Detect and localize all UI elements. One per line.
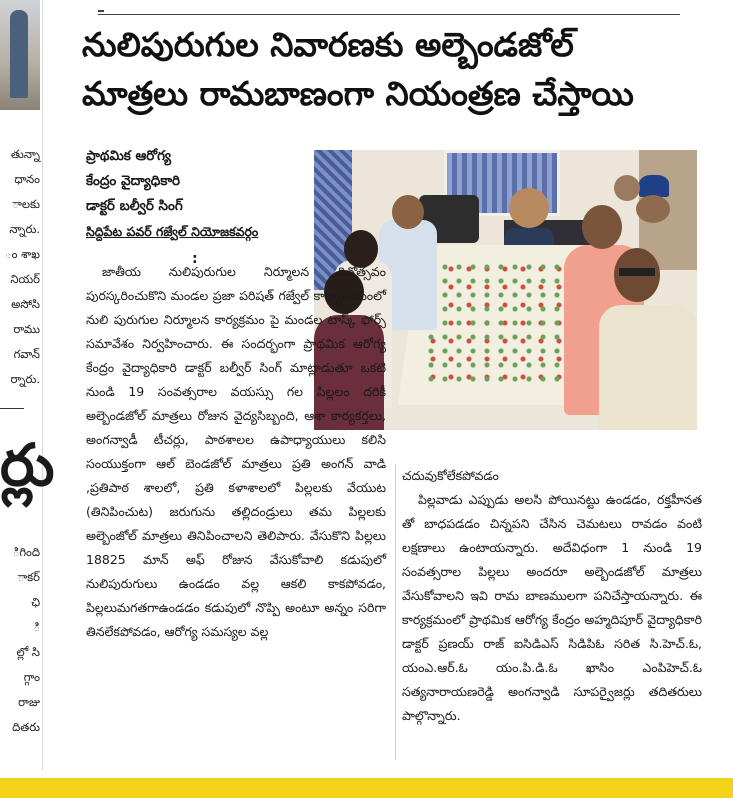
top-dash <box>98 10 104 12</box>
bottom-color-band <box>0 778 733 798</box>
top-rule <box>98 14 680 15</box>
article-body-column-2 <box>402 464 702 728</box>
adjacent-article-rule <box>0 408 24 409</box>
byline <box>86 144 312 244</box>
article-headline <box>82 20 712 118</box>
adjacent-article-text-a: తున్నా ధానం ాలకు న్నారు. ం శాఖ నియర్ అసోసి రాము గవాన్ ర్నారు. <box>5 147 40 386</box>
article-body-column-1 <box>86 260 386 644</box>
byline-line-2: కేంద్రం వైద్యాధికారి <box>86 173 181 189</box>
byline-line-1: ప్రాథమిక ఆరోగ్య <box>86 148 172 164</box>
dateline: సిద్దిపేట పవర్ గజ్వేల్ నియోజకవర్గం <box>86 224 259 239</box>
adjacent-article-text-b: ిగింది ాకర్ ఛి ి ల్లో సి గ్గాం రాజు దితరు <box>12 545 40 734</box>
headline-line-2: మాత్రలు రామబాణంగా నియంత్రణ చేస్తాయి <box>82 74 634 113</box>
body-continuation: చదువుకోలేకపోవడం <box>402 468 499 483</box>
adjacent-article-headline: ర్లు <box>0 431 55 499</box>
dateline-colon: : <box>192 251 198 267</box>
column-divider <box>395 464 396 760</box>
byline-line-3: డాక్టర్ బల్వీర్ సింగ్ <box>86 198 183 214</box>
adjacent-article-strip <box>0 0 55 770</box>
body-paragraph-2: పిల్లవాడు ఎప్పుడు అలసి పోయినట్టు ఉండడం, రక్తహీనత తో బాధపడడం చిన్నపని చేసిన చెమటలు రావడం వంటి లక్షణాలు ఉంటాయన్నారు. అదేవిధంగా 1 నుండి 19 సంవత్సరాల పిల్లలు అందరూ అల్బెండజోల్ మాత్రలు వేసుకోవాలని ఇవి రామ బాణములగా పనిచేస్తాయన్నారు. ఈ కార్యక్రమంలో ప్రాథమిక ఆరోగ్య కేంద్రం అహ్మదిపూర్ వైద్యాధికారి డాక్టర్ ప్రణయ్ రాజ్ ఐసిడిఎస్ సిడిపిఓ సరిత సి.హెచ్.ఓ, యంఎ.ఆర్.ఓ యం.పి.డి.ఓ ఖాసిం ఎంపిహెచ్.ఓ సత్యనారాయణరెడ్డి అంగన్వాడి సూపర్వైజర్లు తదితరులు పాల్గొన్నారు. <box>402 492 702 723</box>
headline-line-1: నులిపురుగుల నివారణకు అల్బెండజోల్ <box>82 25 574 64</box>
adjacent-article-photo <box>0 0 40 110</box>
body-paragraph-1: జాతీయ నులిపురుగుల నిర్మూలన దినోత్సవం పురస్కరించుకొని మండల ప్రజా పరిషత్ గజ్వేల్ కార్యాలయంలో నులి పురుగుల నిర్మూలన కార్యక్రమం పై మండల టాస్క్ ఫోర్స్ సమావేశం నిర్వహించారు. ఈ సందర్భంగా ప్రాథమిక ఆరోగ్య కేంద్రం వైద్యాధికారి డాక్టర్ బల్వీర్ సింగ్ మాట్లాడుతూ ఒకటి నుండి 19 సంవత్సరాల వయస్సు గల పిల్లలం దరికీ అల్బెండజోల్ మాత్రలు రోజున వైద్యసిబ్బంది, ఆశా కార్యకర్తలు, అంగన్వాడీ టీచర్లు, పాఠశాలల ఉపాధ్యాయులు కలిసి సంయుక్తంగా ఆల్ బెండజోల్ మాత్రలు ప్రతి అంగన్ వాడి ,ప్రతిపాఠ శాలలో, ప్రతి కళాశాలలో పిల్లలకు వేయుట (తినిపించుట) జరుగును తల్లిదండ్రులు తమ పిల్లలకు అల్బెంజోల్ మాత్రలు తినిపించాలని తెలిపారు. వేసుకొని పిల్లలు 18825 మాన్ అఫ్ రోజున వేసుకోవాలి కడుపులో నులిపురుగులు ఉండడం వల్ల ఆకలి కాకపోవడం, పిల్లలుమగతగాఉండడం కడుపులో నొప్పి అంటూ అన్నం సరిగా తినలేకపోవడం, ఆరోగ్య సమస్యల వల్ల <box>86 264 386 639</box>
